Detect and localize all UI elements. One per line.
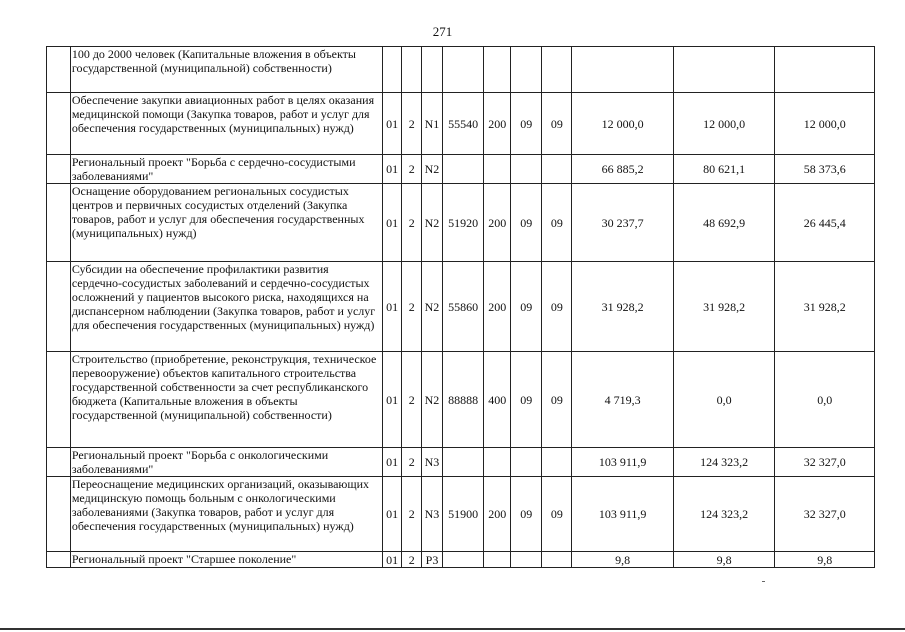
amount-cell: 9,8 — [572, 552, 674, 568]
amount-cell: 48 692,9 — [673, 184, 775, 262]
code-cell: 2 — [402, 184, 422, 262]
row-name-cell: Строительство (приобретение, реконструкция, техническое перевооружение) объектов капитального строительства государственной собственности за счет республиканского бюджета (Капитальные вложения в объекты государственной (муниципальной) собственности) — [70, 352, 382, 448]
code-cell: N2 — [422, 155, 443, 184]
code-cell: 200 — [484, 93, 511, 155]
row-name-cell: Региональный проект "Борьба с онкологическими заболеваниями" — [70, 448, 382, 477]
code-cell — [484, 448, 511, 477]
amount-cell: 124 323,2 — [673, 448, 775, 477]
amount-cell: 103 911,9 — [572, 477, 674, 552]
amount-cell: 103 911,9 — [572, 448, 674, 477]
row-index-cell — [47, 552, 71, 568]
amount-cell: 0,0 — [673, 352, 775, 448]
code-cell — [422, 47, 443, 93]
code-cell: 01 — [382, 184, 402, 262]
code-cell: N1 — [422, 93, 443, 155]
amount-cell: 30 237,7 — [572, 184, 674, 262]
row-name-cell: Региональный проект "Борьба с сердечно-сосудистыми заболеваниями" — [70, 155, 382, 184]
code-cell — [542, 155, 572, 184]
amount-cell — [673, 47, 775, 93]
code-cell: 01 — [382, 448, 402, 477]
amount-cell: 9,8 — [775, 552, 875, 568]
table-body — [47, 47, 875, 568]
code-cell: 2 — [402, 155, 422, 184]
table-row — [47, 47, 875, 93]
code-cell — [442, 552, 483, 568]
code-cell: 200 — [484, 477, 511, 552]
code-cell: 2 — [402, 262, 422, 352]
code-cell: 01 — [382, 552, 402, 568]
amount-cell: 80 621,1 — [673, 155, 775, 184]
code-cell: 88888 — [442, 352, 483, 448]
table-row — [47, 448, 875, 477]
code-cell: 01 — [382, 93, 402, 155]
row-name-cell: Оснащение оборудованием региональных сосудистых центров и первичных сосудистых отделений (Закупка товаров, работ и услуг для обеспечения государственных (муниципальных) нужд) — [70, 184, 382, 262]
amount-cell: 4 719,3 — [572, 352, 674, 448]
amount-cell: 58 373,6 — [775, 155, 875, 184]
row-index-cell — [47, 352, 71, 448]
code-cell: 55540 — [442, 93, 483, 155]
code-cell: N2 — [422, 352, 443, 448]
row-index-cell — [47, 448, 71, 477]
code-cell: 2 — [402, 352, 422, 448]
amount-cell: 31 928,2 — [673, 262, 775, 352]
code-cell: N3 — [422, 477, 443, 552]
code-cell — [442, 47, 483, 93]
table-row — [47, 477, 875, 552]
code-cell — [511, 47, 542, 93]
code-cell — [484, 552, 511, 568]
page-number: 271 — [432, 24, 453, 39]
table-row — [47, 552, 875, 568]
table-row — [47, 155, 875, 184]
code-cell: 01 — [382, 352, 402, 448]
code-cell — [542, 47, 572, 93]
row-name-cell: 100 до 2000 человек (Капитальные вложения в объекты государственной (муниципальной) собственности) — [70, 47, 382, 93]
row-index-cell — [47, 47, 71, 93]
amount-cell: 12 000,0 — [673, 93, 775, 155]
amount-cell: 12 000,0 — [775, 93, 875, 155]
amount-cell: 12 000,0 — [572, 93, 674, 155]
code-cell: N3 — [422, 448, 443, 477]
code-cell — [484, 47, 511, 93]
amount-cell — [775, 47, 875, 93]
code-cell — [542, 448, 572, 477]
code-cell: 400 — [484, 352, 511, 448]
code-cell: P3 — [422, 552, 443, 568]
code-cell: 2 — [402, 477, 422, 552]
code-cell — [442, 448, 483, 477]
code-cell: 09 — [542, 184, 572, 262]
code-cell: 09 — [511, 184, 542, 262]
code-cell: N2 — [422, 262, 443, 352]
amount-cell — [572, 47, 674, 93]
code-cell: 2 — [402, 448, 422, 477]
amount-cell: 124 323,2 — [673, 477, 775, 552]
row-name-cell: Обеспечение закупки авиационных работ в целях оказания медицинской помощи (Закупка товаров, работ и услуг для обеспечения государственных (муниципальных) нужд) — [70, 93, 382, 155]
amount-cell: 0,0 — [775, 352, 875, 448]
code-cell: 09 — [542, 477, 572, 552]
row-index-cell — [47, 262, 71, 352]
code-cell: 09 — [511, 93, 542, 155]
code-cell — [484, 155, 511, 184]
code-cell: 09 — [511, 352, 542, 448]
code-cell — [382, 47, 402, 93]
table-row — [47, 184, 875, 262]
scan-bottom-edge — [0, 628, 905, 630]
table-row — [47, 352, 875, 448]
code-cell: 200 — [484, 262, 511, 352]
table-row — [47, 262, 875, 352]
code-cell: 01 — [382, 262, 402, 352]
code-cell: 55860 — [442, 262, 483, 352]
code-cell: 09 — [511, 262, 542, 352]
code-cell — [511, 155, 542, 184]
code-cell — [511, 448, 542, 477]
code-cell: 09 — [511, 477, 542, 552]
row-name-cell: Региональный проект "Старшее поколение" — [70, 552, 382, 568]
row-index-cell — [47, 184, 71, 262]
code-cell — [402, 47, 422, 93]
code-cell: 09 — [542, 352, 572, 448]
amount-cell: 9,8 — [673, 552, 775, 568]
code-cell: 200 — [484, 184, 511, 262]
code-cell — [542, 552, 572, 568]
amount-cell: 66 885,2 — [572, 155, 674, 184]
amount-cell: 31 928,2 — [775, 262, 875, 352]
code-cell — [442, 155, 483, 184]
row-index-cell — [47, 477, 71, 552]
code-cell: 2 — [402, 93, 422, 155]
code-cell: 01 — [382, 477, 402, 552]
code-cell: 51900 — [442, 477, 483, 552]
amount-cell: 31 928,2 — [572, 262, 674, 352]
code-cell — [511, 552, 542, 568]
row-name-cell: Субсидии на обеспечение профилактики развития сердечно-сосудистых заболеваний и сердечно-сосудистых осложнений у пациентов высокого риска, находящихся на диспансерном наблюдении (Закупка товаров, работ и услуг для обеспечения государственных (муниципальных) нужд) — [70, 262, 382, 352]
code-cell: N2 — [422, 184, 443, 262]
scan-mark — [762, 581, 765, 582]
amount-cell: 32 327,0 — [775, 477, 875, 552]
row-name-cell: Переоснащение медицинских организаций, оказывающих медицинскую помощь больным с онкологическими заболеваниями (Закупка товаров, работ и услуг для обеспечения государственных (муниципальных) нужд) — [70, 477, 382, 552]
amount-cell: 32 327,0 — [775, 448, 875, 477]
row-index-cell — [47, 155, 71, 184]
table-row — [47, 93, 875, 155]
row-index-cell — [47, 93, 71, 155]
budget-table — [46, 46, 875, 568]
code-cell: 01 — [382, 155, 402, 184]
amount-cell: 26 445,4 — [775, 184, 875, 262]
code-cell: 51920 — [442, 184, 483, 262]
code-cell: 09 — [542, 93, 572, 155]
code-cell: 2 — [402, 552, 422, 568]
code-cell: 09 — [542, 262, 572, 352]
